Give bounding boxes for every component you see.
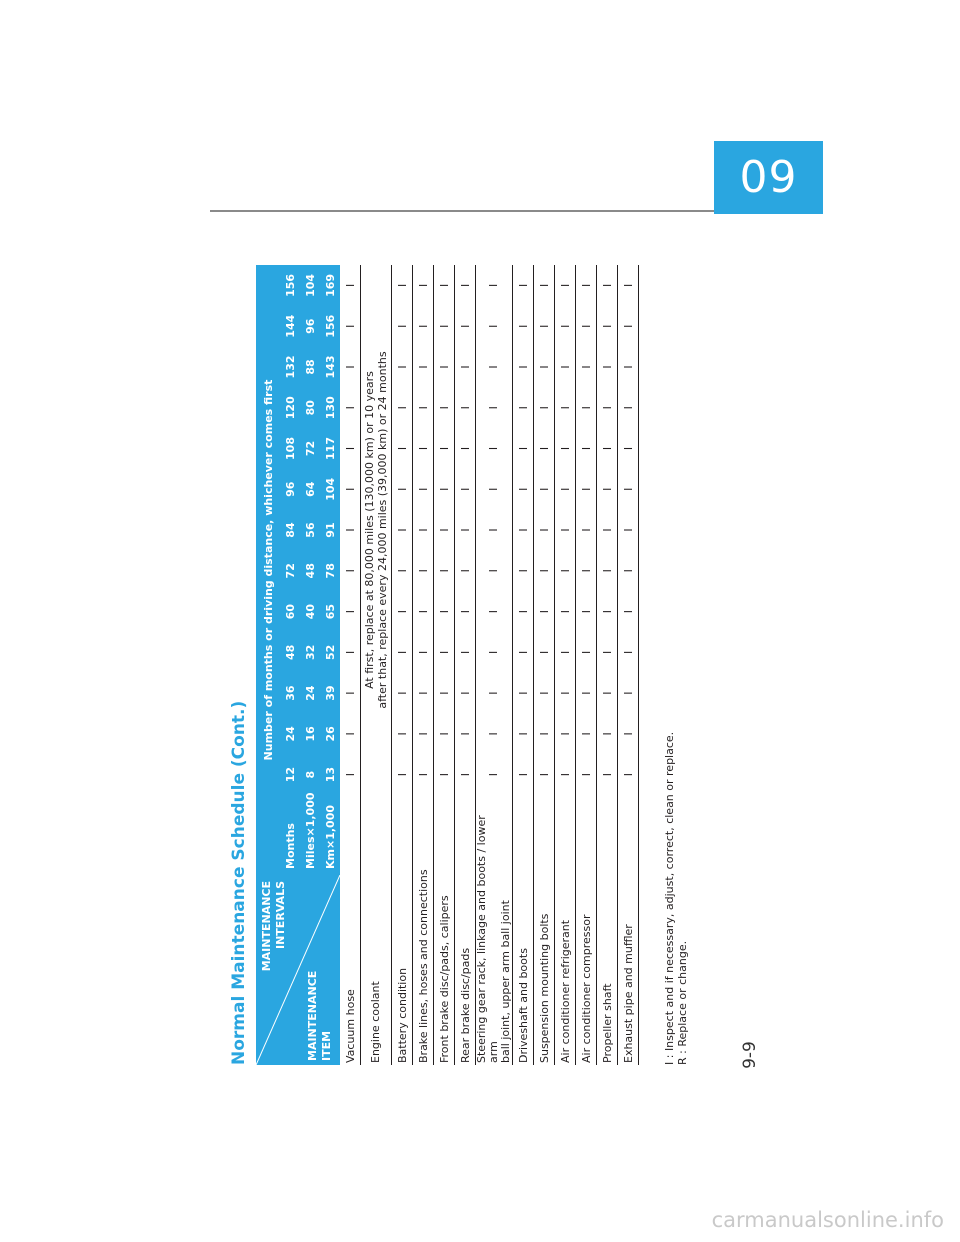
interval-value: 144: [280, 306, 300, 347]
interval-value: 130: [320, 387, 340, 428]
chapter-number: 09: [739, 152, 798, 203]
inspection-mark: I: [434, 673, 455, 714]
inspection-mark: I: [455, 591, 476, 632]
inspection-mark: I: [413, 306, 434, 347]
inspection-mark: I: [534, 591, 555, 632]
inspection-mark: I: [534, 550, 555, 591]
inspection-mark: I: [340, 754, 361, 795]
interval-value: 39: [320, 673, 340, 714]
inspection-mark: I: [597, 469, 618, 510]
inspection-mark: I: [392, 673, 413, 714]
item-name: Air conditioner refrigerant: [555, 795, 576, 1065]
inspection-mark: I: [576, 754, 597, 795]
inspection-mark: I: [597, 428, 618, 469]
inspection-mark: I: [455, 306, 476, 347]
inspection-mark: I: [534, 713, 555, 754]
inspection-mark: I: [413, 713, 434, 754]
item-name-line: ball joint, upper arm ball joint: [499, 900, 512, 1063]
table-row: [361, 265, 392, 1065]
item-name: Rear brake disc/pads: [455, 795, 476, 1065]
inspection-mark: I: [392, 550, 413, 591]
inspection-mark: I: [392, 632, 413, 673]
interval-value: 104: [300, 265, 320, 306]
inspection-mark: I: [618, 265, 639, 306]
interval-value: 24: [300, 673, 320, 714]
interval-value: 156: [320, 306, 340, 347]
inspection-mark: I: [534, 265, 555, 306]
inspection-mark: I: [618, 754, 639, 795]
interval-value: 88: [300, 347, 320, 388]
inspection-mark: I: [555, 469, 576, 510]
footnote-line: I : Inspect and if necessary, adjust, correct, clean or replace.: [663, 731, 676, 1065]
inspection-mark: I: [434, 428, 455, 469]
interval-row-label: Months: [280, 795, 300, 875]
interval-value: 48: [280, 632, 300, 673]
inspection-mark: I: [434, 713, 455, 754]
inspection-mark: I: [597, 265, 618, 306]
inspection-mark: I: [513, 713, 534, 754]
inspection-mark: I: [576, 469, 597, 510]
table-row: [340, 265, 361, 1065]
table-row: [618, 265, 639, 1065]
inspection-mark: I: [476, 265, 513, 306]
inspection-mark: I: [513, 510, 534, 551]
inspection-mark: I: [576, 306, 597, 347]
maintenance-schedule-table: [256, 265, 639, 1065]
inspection-mark: I: [413, 265, 434, 306]
inspection-mark: I: [597, 754, 618, 795]
interval-value: 108: [280, 428, 300, 469]
item-name: Exhaust pipe and muffler: [618, 795, 639, 1065]
item-name: Brake lines, hoses and connections: [413, 795, 434, 1065]
interval-value: 96: [280, 469, 300, 510]
interval-value: 52: [320, 632, 340, 673]
inspection-mark: I: [597, 387, 618, 428]
interval-value: 32: [300, 632, 320, 673]
inspection-mark: I: [555, 428, 576, 469]
chapter-tab: [714, 141, 823, 214]
inspection-mark: I: [476, 306, 513, 347]
inspection-mark: I: [455, 469, 476, 510]
inspection-mark: I: [513, 632, 534, 673]
inspection-mark: I: [455, 347, 476, 388]
inspection-mark: I: [434, 591, 455, 632]
table-row: [576, 265, 597, 1065]
inspection-mark: I: [434, 510, 455, 551]
inspection-mark: I: [513, 673, 534, 714]
inspection-mark: I: [413, 469, 434, 510]
inspection-mark: I: [618, 306, 639, 347]
inspection-mark: I: [392, 387, 413, 428]
inspection-mark: I: [340, 632, 361, 673]
item-name-line: Steering gear rack, linkage and boots / lower arm: [475, 815, 500, 1063]
item-note: [361, 265, 392, 795]
inspection-mark: I: [555, 265, 576, 306]
interval-value: 156: [280, 265, 300, 306]
interval-value: 16: [300, 713, 320, 754]
inspection-mark: I: [576, 428, 597, 469]
inspection-mark: I: [618, 347, 639, 388]
inspection-mark: I: [576, 550, 597, 591]
inspection-mark: I: [455, 754, 476, 795]
inspection-mark: I: [576, 347, 597, 388]
item-name: [476, 795, 513, 1065]
inspection-mark: I: [434, 265, 455, 306]
item-name: Air conditioner compressor: [576, 795, 597, 1065]
interval-row-label: Miles×1,000: [300, 795, 320, 875]
interval-value: 84: [280, 510, 300, 551]
inspection-mark: I: [476, 347, 513, 388]
inspection-mark: I: [392, 469, 413, 510]
item-name: Battery condition: [392, 795, 413, 1065]
inspection-mark: I: [392, 428, 413, 469]
table-row: [455, 265, 476, 1065]
inspection-mark: I: [392, 510, 413, 551]
inspection-mark: I: [576, 591, 597, 632]
interval-value: 132: [280, 347, 300, 388]
interval-value: 143: [320, 347, 340, 388]
footnotes: [663, 265, 689, 1065]
table-row: [392, 265, 413, 1065]
interval-value: 12: [280, 754, 300, 795]
interval-value: 60: [280, 591, 300, 632]
inspection-mark: I: [392, 591, 413, 632]
interval-value: 64: [300, 469, 320, 510]
interval-value: 104: [320, 469, 340, 510]
inspection-mark: I: [455, 632, 476, 673]
rotated-page-content: [229, 265, 960, 1065]
inspection-mark: I: [597, 347, 618, 388]
interval-value: 8: [300, 754, 320, 795]
inspection-mark: I: [597, 510, 618, 551]
inspection-mark: I: [618, 713, 639, 754]
inspection-mark: I: [455, 510, 476, 551]
interval-value: 48: [300, 550, 320, 591]
inspection-mark: I: [434, 754, 455, 795]
interval-value: 56: [300, 510, 320, 551]
inspection-mark: I: [476, 754, 513, 795]
inspection-mark: I: [618, 591, 639, 632]
inspection-mark: I: [576, 265, 597, 306]
interval-value: 80: [300, 387, 320, 428]
inspection-mark: I: [513, 754, 534, 795]
table-row: [534, 265, 555, 1065]
interval-value: 65: [320, 591, 340, 632]
inspection-mark: I: [576, 673, 597, 714]
inspection-mark: I: [576, 510, 597, 551]
inspection-mark: I: [413, 550, 434, 591]
interval-value: 36: [280, 673, 300, 714]
inspection-mark: I: [513, 387, 534, 428]
interval-value: 120: [280, 387, 300, 428]
table-row: [434, 265, 455, 1065]
interval-value: 72: [280, 550, 300, 591]
chapter-divider: [210, 210, 714, 212]
inspection-mark: I: [455, 265, 476, 306]
span-header: Number of months or driving distance, whichever comes first: [256, 265, 280, 875]
page-heading: Normal Maintenance Schedule (Cont.): [229, 700, 249, 1065]
inspection-mark: I: [340, 347, 361, 388]
inspection-mark: I: [534, 673, 555, 714]
inspection-mark: I: [434, 347, 455, 388]
inspection-mark: I: [455, 673, 476, 714]
inspection-mark: I: [513, 428, 534, 469]
inspection-mark: I: [455, 387, 476, 428]
inspection-mark: I: [476, 673, 513, 714]
inspection-mark: I: [597, 591, 618, 632]
inspection-mark: I: [576, 632, 597, 673]
inspection-mark: I: [413, 387, 434, 428]
table-row: [476, 265, 513, 1065]
inspection-mark: I: [513, 591, 534, 632]
inspection-mark: I: [555, 673, 576, 714]
inspection-mark: I: [413, 510, 434, 551]
inspection-mark: I: [597, 632, 618, 673]
table-row: [597, 265, 618, 1065]
inspection-mark: I: [340, 550, 361, 591]
item-note-line: after that, replace every 24,000 miles (39,000 km) or 24 months: [376, 351, 389, 709]
inspection-mark: I: [340, 510, 361, 551]
inspection-mark: I: [534, 632, 555, 673]
interval-value: 117: [320, 428, 340, 469]
inspection-mark: I: [476, 428, 513, 469]
inspection-mark: I: [476, 387, 513, 428]
inspection-mark: I: [576, 713, 597, 754]
inspection-mark: I: [513, 469, 534, 510]
inspection-mark: I: [340, 306, 361, 347]
inspection-mark: I: [597, 550, 618, 591]
interval-value: 78: [320, 550, 340, 591]
inspection-mark: I: [413, 632, 434, 673]
inspection-mark: I: [618, 469, 639, 510]
inspection-mark: I: [555, 306, 576, 347]
inspection-mark: I: [555, 713, 576, 754]
item-name: Driveshaft and boots: [513, 795, 534, 1065]
interval-value: 24: [280, 713, 300, 754]
interval-value: 72: [300, 428, 320, 469]
corner-intervals-label: MAINTENANCE INTERVALS: [260, 881, 287, 972]
inspection-mark: I: [597, 673, 618, 714]
inspection-mark: I: [534, 469, 555, 510]
inspection-mark: I: [534, 510, 555, 551]
inspection-mark: I: [476, 550, 513, 591]
corner-item-label: MAINTENANCE ITEM: [306, 970, 333, 1061]
inspection-mark: I: [618, 550, 639, 591]
inspection-mark: I: [340, 469, 361, 510]
inspection-mark: I: [555, 347, 576, 388]
inspection-mark: I: [340, 591, 361, 632]
item-name: Propeller shaft: [597, 795, 618, 1065]
inspection-mark: I: [555, 387, 576, 428]
inspection-mark: I: [476, 469, 513, 510]
footnote-line: R : Replace or change.: [676, 940, 689, 1065]
inspection-mark: I: [555, 754, 576, 795]
inspection-mark: I: [513, 265, 534, 306]
inspection-mark: I: [513, 550, 534, 591]
inspection-mark: I: [618, 387, 639, 428]
item-name: Suspension mounting bolts: [534, 795, 555, 1065]
inspection-mark: I: [434, 550, 455, 591]
inspection-mark: I: [476, 510, 513, 551]
inspection-mark: I: [413, 591, 434, 632]
table-row: [513, 265, 534, 1065]
inspection-mark: I: [534, 387, 555, 428]
inspection-mark: I: [513, 347, 534, 388]
inspection-mark: I: [434, 632, 455, 673]
page-number: 9-9: [740, 1041, 760, 1069]
table-row: [413, 265, 434, 1065]
inspection-mark: I: [413, 428, 434, 469]
inspection-mark: I: [434, 469, 455, 510]
inspection-mark: I: [455, 550, 476, 591]
inspection-mark: I: [434, 387, 455, 428]
inspection-mark: I: [534, 347, 555, 388]
inspection-mark: I: [513, 306, 534, 347]
inspection-mark: I: [476, 713, 513, 754]
interval-value: 96: [300, 306, 320, 347]
inspection-mark: I: [555, 550, 576, 591]
interval-value: 13: [320, 754, 340, 795]
item-name: Front brake disc/pads, calipers: [434, 795, 455, 1065]
inspection-mark: I: [392, 306, 413, 347]
inspection-mark: I: [340, 265, 361, 306]
inspection-mark: I: [340, 387, 361, 428]
inspection-mark: I: [618, 428, 639, 469]
inspection-mark: I: [392, 754, 413, 795]
inspection-mark: I: [455, 428, 476, 469]
interval-value: 40: [300, 591, 320, 632]
interval-value: 169: [320, 265, 340, 306]
interval-row-label: Km×1,000: [320, 795, 340, 875]
inspection-mark: I: [413, 673, 434, 714]
inspection-mark: I: [555, 510, 576, 551]
inspection-mark: I: [340, 428, 361, 469]
inspection-mark: I: [476, 632, 513, 673]
inspection-mark: I: [534, 428, 555, 469]
inspection-mark: I: [618, 673, 639, 714]
item-note-line: At first, replace at 80,000 miles (130,000 km) or 10 years: [363, 371, 376, 689]
inspection-mark: I: [392, 265, 413, 306]
inspection-mark: I: [618, 510, 639, 551]
interval-value: 91: [320, 510, 340, 551]
inspection-mark: I: [476, 591, 513, 632]
item-name: Vacuum hose: [340, 795, 361, 1065]
inspection-mark: I: [392, 347, 413, 388]
watermark: carmanualsonline.info: [711, 1208, 944, 1232]
table-corner-header: [256, 875, 340, 1065]
interval-value: 26: [320, 713, 340, 754]
inspection-mark: I: [455, 713, 476, 754]
inspection-mark: I: [434, 306, 455, 347]
inspection-mark: I: [413, 754, 434, 795]
item-name: Engine coolant: [361, 795, 392, 1065]
inspection-mark: I: [340, 713, 361, 754]
inspection-mark: I: [618, 632, 639, 673]
inspection-mark: I: [555, 632, 576, 673]
inspection-mark: I: [534, 306, 555, 347]
inspection-mark: I: [597, 713, 618, 754]
inspection-mark: I: [576, 387, 597, 428]
inspection-mark: I: [534, 754, 555, 795]
table-row: [555, 265, 576, 1065]
inspection-mark: I: [597, 306, 618, 347]
inspection-mark: I: [555, 591, 576, 632]
inspection-mark: I: [340, 673, 361, 714]
inspection-mark: I: [392, 713, 413, 754]
inspection-mark: I: [413, 347, 434, 388]
